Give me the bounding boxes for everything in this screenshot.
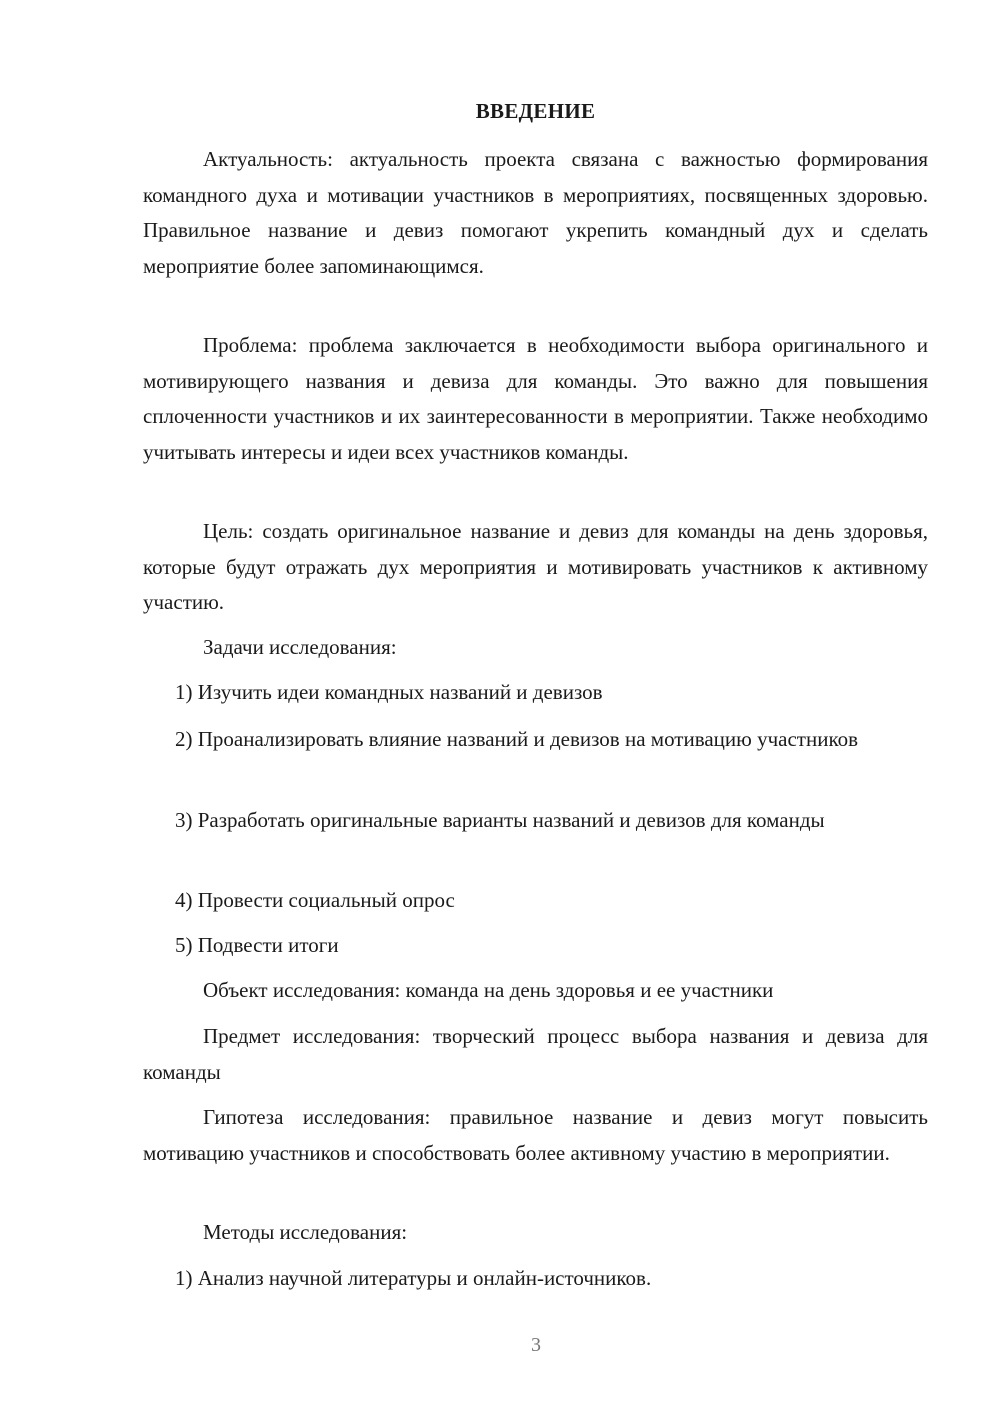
methods-title: Методы исследования: xyxy=(203,1220,408,1244)
relevance-paragraph: Актуальность: актуальность проекта связана с важностью формирования командного духа и мотивации участников в мероприятиях, посвященных здоровью. Правильное название и девиз помогают укрепить командный дух и сделать мероприятие более запоминающимся. xyxy=(143,147,928,278)
subject-paragraph: Предмет исследования: творческий процесс выбора названия и девиза для команды xyxy=(143,1024,928,1084)
problem-paragraph: Проблема: проблема заключается в необходимости выбора оригинального и мотивирующего названия и девиза для команды. Это важно для повышения сплоченности участников и их заинтересованности в мероприятии. Также необходимо учитывать интересы и идеи всех участников команды. xyxy=(143,333,928,464)
tasks-title: Задачи исследования: xyxy=(203,635,397,659)
page-number: 3 xyxy=(531,1334,541,1356)
task-item: 1) Изучить идеи командных названий и девизов xyxy=(175,680,603,704)
task-item: 5) Подвести итоги xyxy=(175,933,339,957)
task-item: 4) Провести социальный опрос xyxy=(175,888,455,912)
task-item: 2) Проанализировать влияние названий и девизов на мотивацию участников xyxy=(175,727,858,751)
goal-paragraph: Цель: создать оригинальное название и девиз для команды на день здоровья, которые будут отражать дух мероприятия и мотивировать участников к активному участию. xyxy=(143,519,928,614)
section-heading: ВВЕДЕНИЕ xyxy=(475,99,596,123)
method-item: 1) Анализ научной литературы и онлайн-источников. xyxy=(175,1266,652,1290)
hypothesis-paragraph: Гипотеза исследования: правильное название и девиз могут повысить мотивацию участников и способствовать более активному участию в мероприятии. xyxy=(143,1105,928,1165)
object-paragraph: Объект исследования: команда на день здоровья и ее участники xyxy=(203,978,774,1002)
task-item: 3) Разработать оригинальные варианты названий и девизов для команды xyxy=(175,808,825,832)
